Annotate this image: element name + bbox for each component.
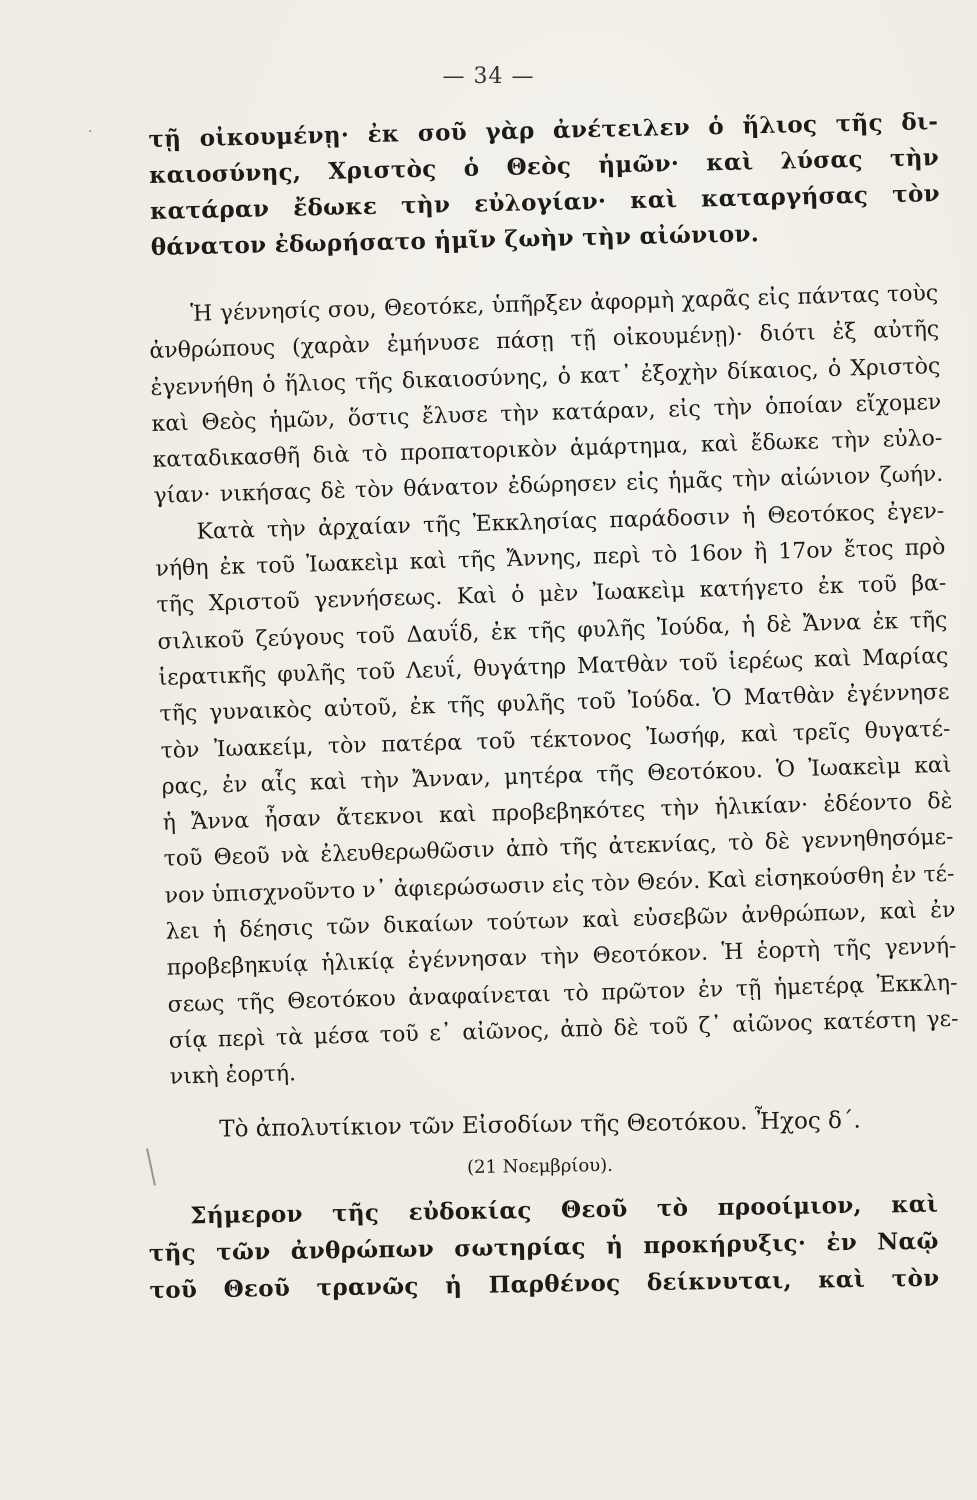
text-line: ἀνθρώπους (χαρὰν ἐμήνυσε πάσῃ τῇ οἰκουμένῃ)· διότι ἐξ αὐτῆς [149, 317, 940, 365]
text-line: καιοσύνης, Χριστὸς ὁ Θεὸς ἡμῶν· καὶ λύσας τὴν [148, 144, 940, 189]
margin-dot-mark: · [88, 124, 93, 140]
text-line: τὸν Ἰωακείμ, τὸν πατέρα τοῦ τέκτονος Ἰωσήφ, καὶ τρεῖς θυγατέ- [160, 716, 951, 764]
text-line: τῆς Χριστοῦ γεννήσεως. Καὶ ὁ μὲν Ἰωακεὶμ κατήγετο ἐκ τοῦ βα- [156, 571, 947, 619]
text-line: Ἡ γέννησίς σου, Θεοτόκε, ὑπῆρξεν ἀφορμὴ χαρᾶς εἰς πάντας τοὺς [190, 280, 939, 327]
text-line: τῆς γυναικὸς αὐτοῦ, ἐκ τῆς φυλῆς τοῦ Ἰούδα. Ὁ Ματθὰν ἐγέννησε [159, 680, 950, 728]
text-line: γίαν· νικήσας δὲ τὸν θάνατον ἐδώρησεν εἰς ἡμᾶς τὴν αἰώνιον ζωήν. [153, 462, 944, 510]
text-line: ἱερατικῆς φυλῆς τοῦ Λευΐ, θυγάτηρ Ματθὰν τοῦ ἱερέως καὶ Μαρίας [158, 643, 949, 691]
text-line: νικὴ ἑορτή. [169, 1061, 297, 1090]
text-line: σίᾳ περὶ τὰ μέσα τοῦ ε᾽ αἰῶνος, ἀπὸ δὲ τοῦ ζ᾽ αἰῶνος κατέστη γε- [168, 1006, 959, 1054]
text-line: καὶ Θεὸς ἡμῶν, ὅστις ἔλυσε τὴν κατάραν, εἰς τὴν ὁποίαν εἴχομεν [151, 389, 942, 437]
intro-paragraph [148, 104, 941, 266]
body-paragraphs [148, 276, 960, 1096]
text-line: λει ἡ δέησις τῶν δικαίων τούτων καὶ εὐσεβῶν ἀνθρώπων, καὶ ἐν [165, 897, 956, 945]
text-line: τοῦ Θεοῦ τρανῶς ἡ Παρθένος δείκνυται, καὶ τὸν [149, 1264, 940, 1304]
text-line: σεως τῆς Θεοτόκου ἀναφαίνεται τὸ πρῶτον ἐν τῇ ἡμετέρᾳ Ἐκκλη- [167, 970, 958, 1018]
text-line: καταδικασθῆ διὰ τὸ προπατορικὸν ἁμάρτημα, καὶ ἔδωκε τὴν εὐλο- [152, 426, 943, 474]
hymn-heading: Τὸ ἀπολυτίκιον τῶν Εἰσοδίων τῆς Θεοτόκου. Ἦχος δ΄. [219, 1107, 861, 1143]
text-line: ρας, ἐν αἷς καὶ τὴν Ἄνναν, μητέρα τῆς Θεοτόκου. Ὁ Ἰωακεὶμ καὶ [161, 752, 952, 800]
text-line: τοῦ Θεοῦ νὰ ἐλευθερωθῶσιν ἀπὸ τῆς ἀτεκνίας, τὸ δὲ γεννηθησόμε- [163, 825, 954, 873]
text-line: Κατὰ τὴν ἀρχαίαν τῆς Ἐκκλησίας παράδοσιν ἡ Θεοτόκος ἐγεν- [196, 498, 945, 545]
text-line: θάνατον ἐδωρήσατο ἡμῖν ζωὴν τὴν αἰώνιον. [150, 220, 760, 261]
text-line: Σήμερον τῆς εὐδοκίας Θεοῦ τὸ προοίμιον, καὶ [190, 1190, 939, 1230]
text-line: ἡ Ἄννα ἦσαν ἄτεκνοι καὶ προβεβηκότες τὴν ἡλικίαν· ἐδέοντο δὲ [162, 788, 953, 836]
page-number: — 34 — [442, 64, 535, 89]
text-line: νήθη ἐκ τοῦ Ἰωακεὶμ καὶ τῆς Ἄννης, περὶ τὸ 16ον ἢ 17ον ἔτος πρὸ [155, 534, 946, 582]
text-line: κατάραν ἔδωκε τὴν εὐλογίαν· καὶ καταργήσας τὸν [149, 180, 941, 225]
text-line: νον ὑπισχνοῦντο ν᾽ ἀφιερώσωσιν εἰς τὸν Θεόν. Καὶ εἰσηκούσθη ἐν τέ- [164, 861, 955, 909]
text-line: σιλικοῦ ζεύγους τοῦ Δαυΐδ, ἐκ τῆς φυλῆς Ἰούδα, ἡ δὲ Ἄννα ἐκ τῆς [157, 607, 948, 655]
hymn-text [148, 1186, 940, 1309]
text-line: ἐγεννήθη ὁ ἥλιος τῆς δικαιοσύνης, ὁ κατ᾽ ἐξοχὴν δίκαιος, ὁ Χριστὸς [150, 353, 941, 401]
hymn-date: (21 Νοεμβρίου). [466, 1154, 614, 1179]
text-line: προβεβηκυίᾳ ἡλικίᾳ ἐγέννησαν τὴν Θεοτόκον. Ἡ ἑορτὴ τῆς γεννή- [166, 934, 957, 982]
text-line: τῇ οἰκουμένῃ· ἐκ σοῦ γὰρ ἀνέτειλεν ὁ ἥλιος τῆς δι- [148, 108, 939, 153]
text-line: τῆς τῶν ἀνθρώπων σωτηρίας ἡ προκήρυξις· ἐν Ναῷ [148, 1227, 939, 1267]
